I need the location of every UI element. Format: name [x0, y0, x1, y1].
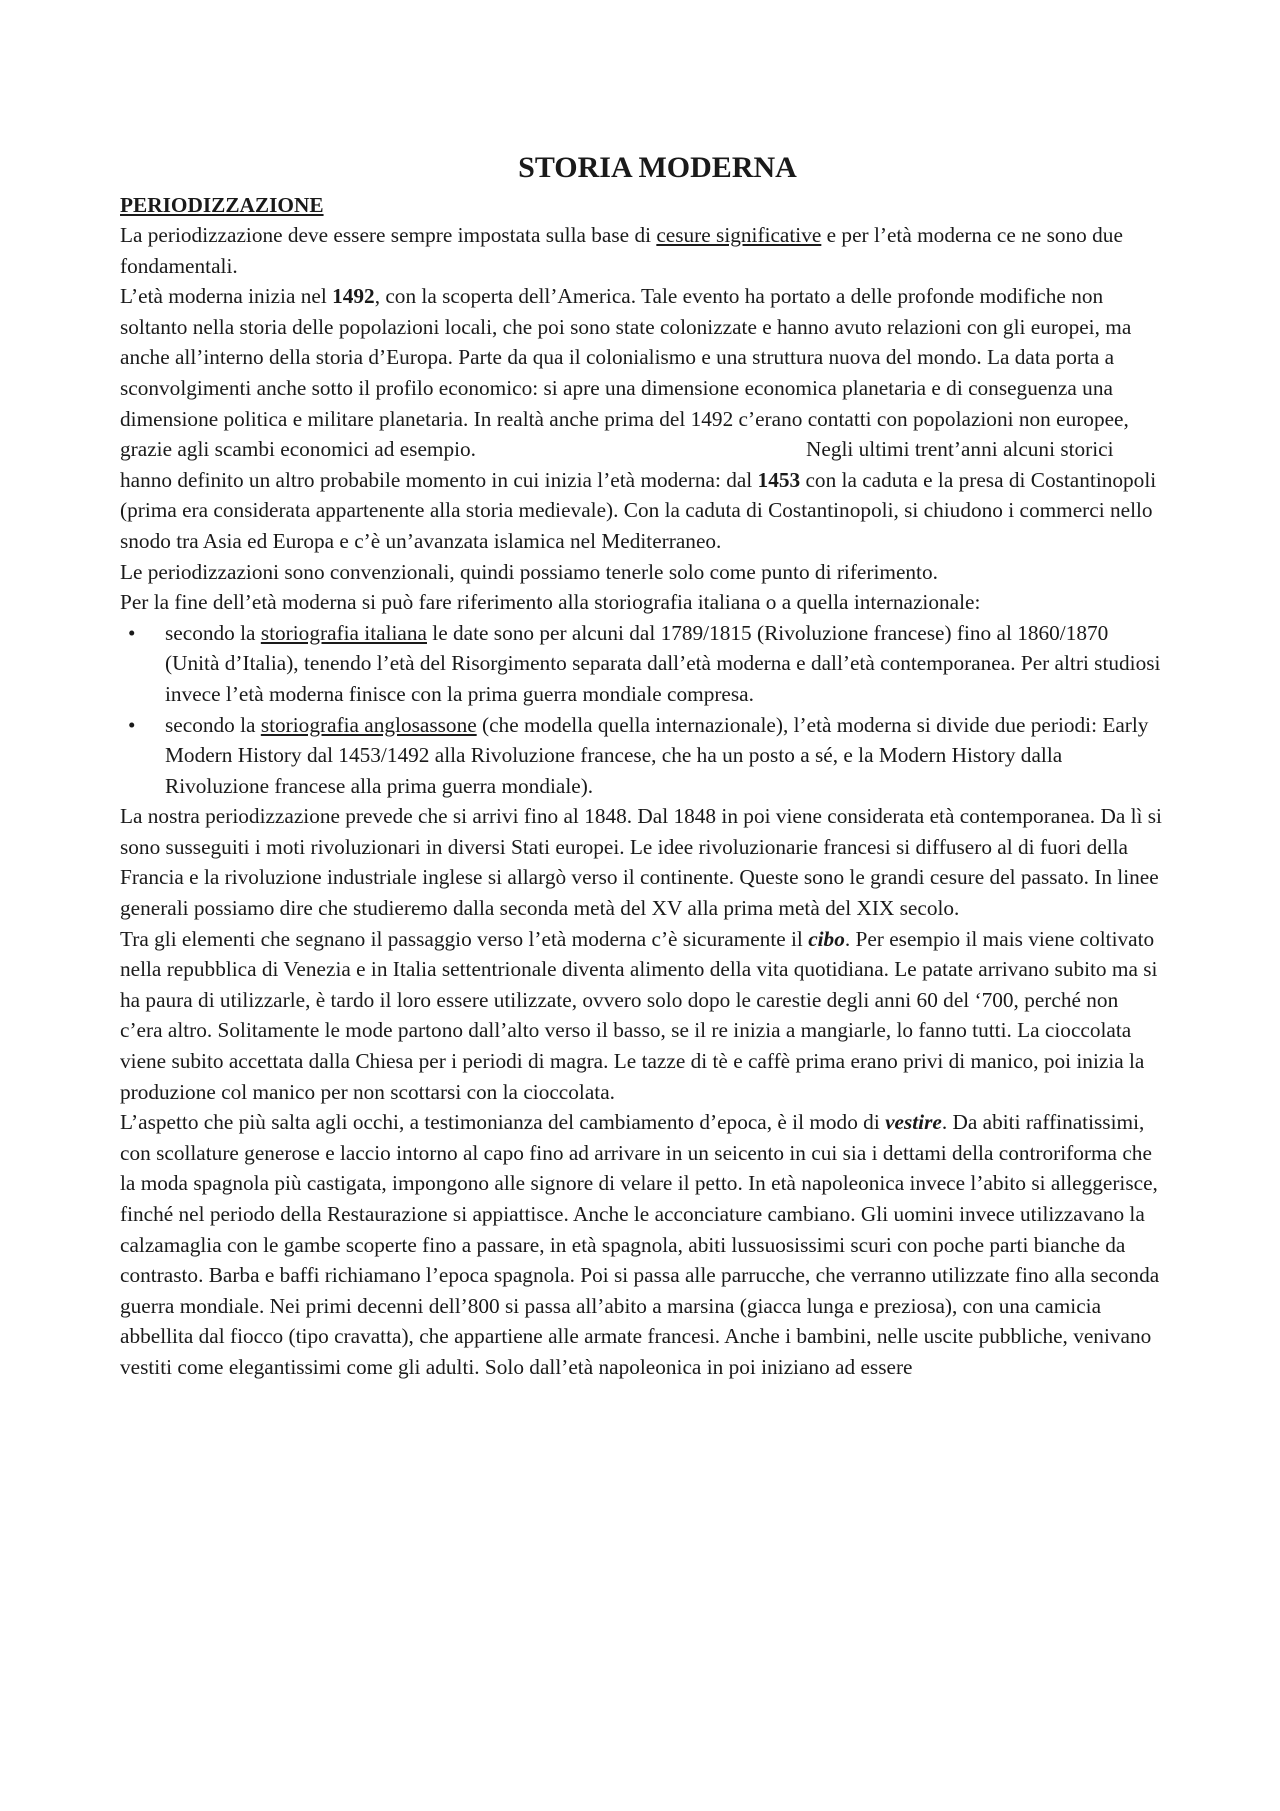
paragraph-end-of-modern-age: Per la fine dell’età moderna si può fare riferimento alla storiografia italiana o a quella internazionale:: [120, 590, 981, 615]
document-title: STORIA MODERNA: [518, 151, 797, 184]
paragraph-food: [120, 924, 1165, 1108]
paragraph-1453-text-c: Negli ultimi trent’anni alcuni storici hanno definito un altro probabile momento in cui inizia l’età moderna: dal: [120, 437, 1114, 492]
document-page: [120, 148, 1165, 1383]
paragraph-clothing-text-a: L’aspetto che più salta agli occhi, a testimonianza del cambiamento d’epoca, è il modo di: [120, 1110, 886, 1135]
paragraph-1492: [120, 281, 1165, 556]
list-item-text-a: secondo la: [165, 620, 261, 645]
list-item-text-b: (che modella quella internazionale), l’età moderna si divide due periodi: Early Modern History dal 1453/1492 alla Rivoluzione francese, che ha un posto a sé, e la Modern History dalla Rivoluzione francese alla prima guerra mondiale).: [165, 712, 1149, 798]
paragraph-intro: [120, 220, 1165, 281]
paragraph-1453-text-d: con la caduta e la presa di Costantinopoli (prima era considerata appartenente alla storia medievale). Con la caduta di Costantinopoli, si chiudono i commerci nello snodo tra Asia ed Europa e c’è un’avanzata islamica nel Mediterraneo.: [120, 467, 1157, 553]
bold-1492: 1492: [332, 284, 375, 309]
underlined-storiografia-italiana: storiografia italiana: [260, 620, 427, 645]
emphasis-cibo: cibo: [808, 926, 845, 951]
list-item-text-b: le date sono per alcuni dal 1789/1815 (Rivoluzione francese) fino al 1860/1870 (Unità d’Italia), tenendo l’età del Risorgimento separata dall’età moderna e dall’età contemporanea. Per altri studiosi invece l’età moderna finisce con la prima guerra mondiale compresa.: [165, 620, 1161, 706]
paragraph-intro-text-a: La periodizzazione deve essere sempre impostata sulla base di: [120, 223, 657, 247]
section-heading: PERIODIZZAZIONE: [120, 193, 324, 217]
underlined-storiografia-anglosassone: storiografia anglosassone: [260, 712, 477, 737]
paragraph-food-text-a: Tra gli elementi che segnano il passaggio verso l’età moderna c’è sicuramente il: [120, 926, 809, 951]
bullet-icon: •: [128, 620, 136, 645]
emphasis-vestire: vestire: [885, 1110, 942, 1135]
list-item-italian-historiography: [120, 618, 1165, 710]
underlined-cesure-significative: cesure significative: [656, 223, 822, 247]
bold-1453: 1453: [757, 467, 801, 492]
paragraph-1492-text-b: , con la scoperta dell’America. Tale evento ha portato a delle profonde modifiche non soltanto nella storia delle popolazioni locali, che poi sono state colonizzate e hanno avuto relazioni con gli europei, ma anche all’interno della storia d’Europa. Parte da qua il colonialismo e una struttura nuova del mondo. La data porta a sconvolgimenti anche sotto il profilo economico: si apre una dimensione economica planetaria e di conseguenza una dimensione politica e militare planetaria. In realtà anche prima del 1492 c’erano contatti con popolazioni non europee, grazie agli scambi economici ad esempio.: [120, 284, 1132, 462]
bullet-icon: •: [128, 712, 136, 737]
paragraph-1848: La nostra periodizzazione prevede che si arrivi fino al 1848. Dal 1848 in poi viene considerata età contemporanea. Da lì si sono susseguiti i moti rivoluzionari in diversi Stati europei. Le idee rivoluzionarie francesi si diffusero al di fuori della Francia e la rivoluzione industriale inglese si allargò verso il continente. Queste sono le grandi cesure del passato. In linee generali possiamo dire che studieremo dalla seconda metà del XV alla prima metà del XIX secolo.: [120, 804, 1162, 921]
paragraph-intro-text-b: e per l’età moderna ce ne sono due fondamentali.: [120, 223, 1123, 278]
historiography-list: [120, 618, 1165, 802]
paragraph-clothing: [120, 1107, 1165, 1382]
list-item-anglosaxon-historiography: [120, 710, 1165, 802]
paragraph-1492-text-a: L’età moderna inizia nel: [120, 284, 333, 309]
list-item-text-a: secondo la: [165, 712, 261, 737]
paragraph-clothing-text-b: . Da abiti raffinatissimi, con scollature generose e laccio intorno al capo fino ad arrivare in un seicento in cui sia i dettami della controriforma che la moda spagnola più castigata, impongono alle signore di velare il petto. In età napoleonica invece l’abito si alleggerisce, finché nel periodo della Restaurazione si appiattisce. Anche le acconciature cambiano. Gli uomini invece utilizzavano la calzamaglia con le gambe scoperte fino a passare, in età spagnola, abiti lussuosissimi scuri con poche parti bianche da contrasto. Barba e baffi richiamano l’epoca spagnola. Poi si passa alle parrucche, che verranno utilizzate fino alla seconda guerra mondiale. Nei primi decenni dell’800 si passa all’abito a marsina (giacca lunga e preziosa), con una camicia abbellita dal fiocco (tipo cravatta), che appartiene alle armate francesi. Anche i bambini, nelle uscite pubbliche, venivano vestiti come elegantissimi come gli adulti. Solo dall’età napoleonica in poi iniziano ad essere: [120, 1110, 1160, 1379]
paragraph-food-text-b: . Per esempio il mais viene coltivato nella repubblica di Venezia e in Italia settentrionale diventa alimento della vita quotidiana. Le patate arrivano subito ma si ha paura di utilizzarle, è tardo il loro essere utilizzate, ovvero solo dopo le carestie degli anni 60 del ‘700, perché non c’era altro. Solitamente le mode partono dall’alto verso il basso, se il re inizia a mangiarle, lo fanno tutti. La cioccolata viene subito accettata dalla Chiesa per i periodi di magra. Le tazze di tè e caffè prima erano privi di manico, poi inizia la produzione col manico per non scottarsi con la cioccolata.: [120, 926, 1158, 1104]
paragraph-conventions: Le periodizzazioni sono convenzionali, quindi possiamo tenerle solo come punto di riferimento.: [120, 559, 938, 584]
